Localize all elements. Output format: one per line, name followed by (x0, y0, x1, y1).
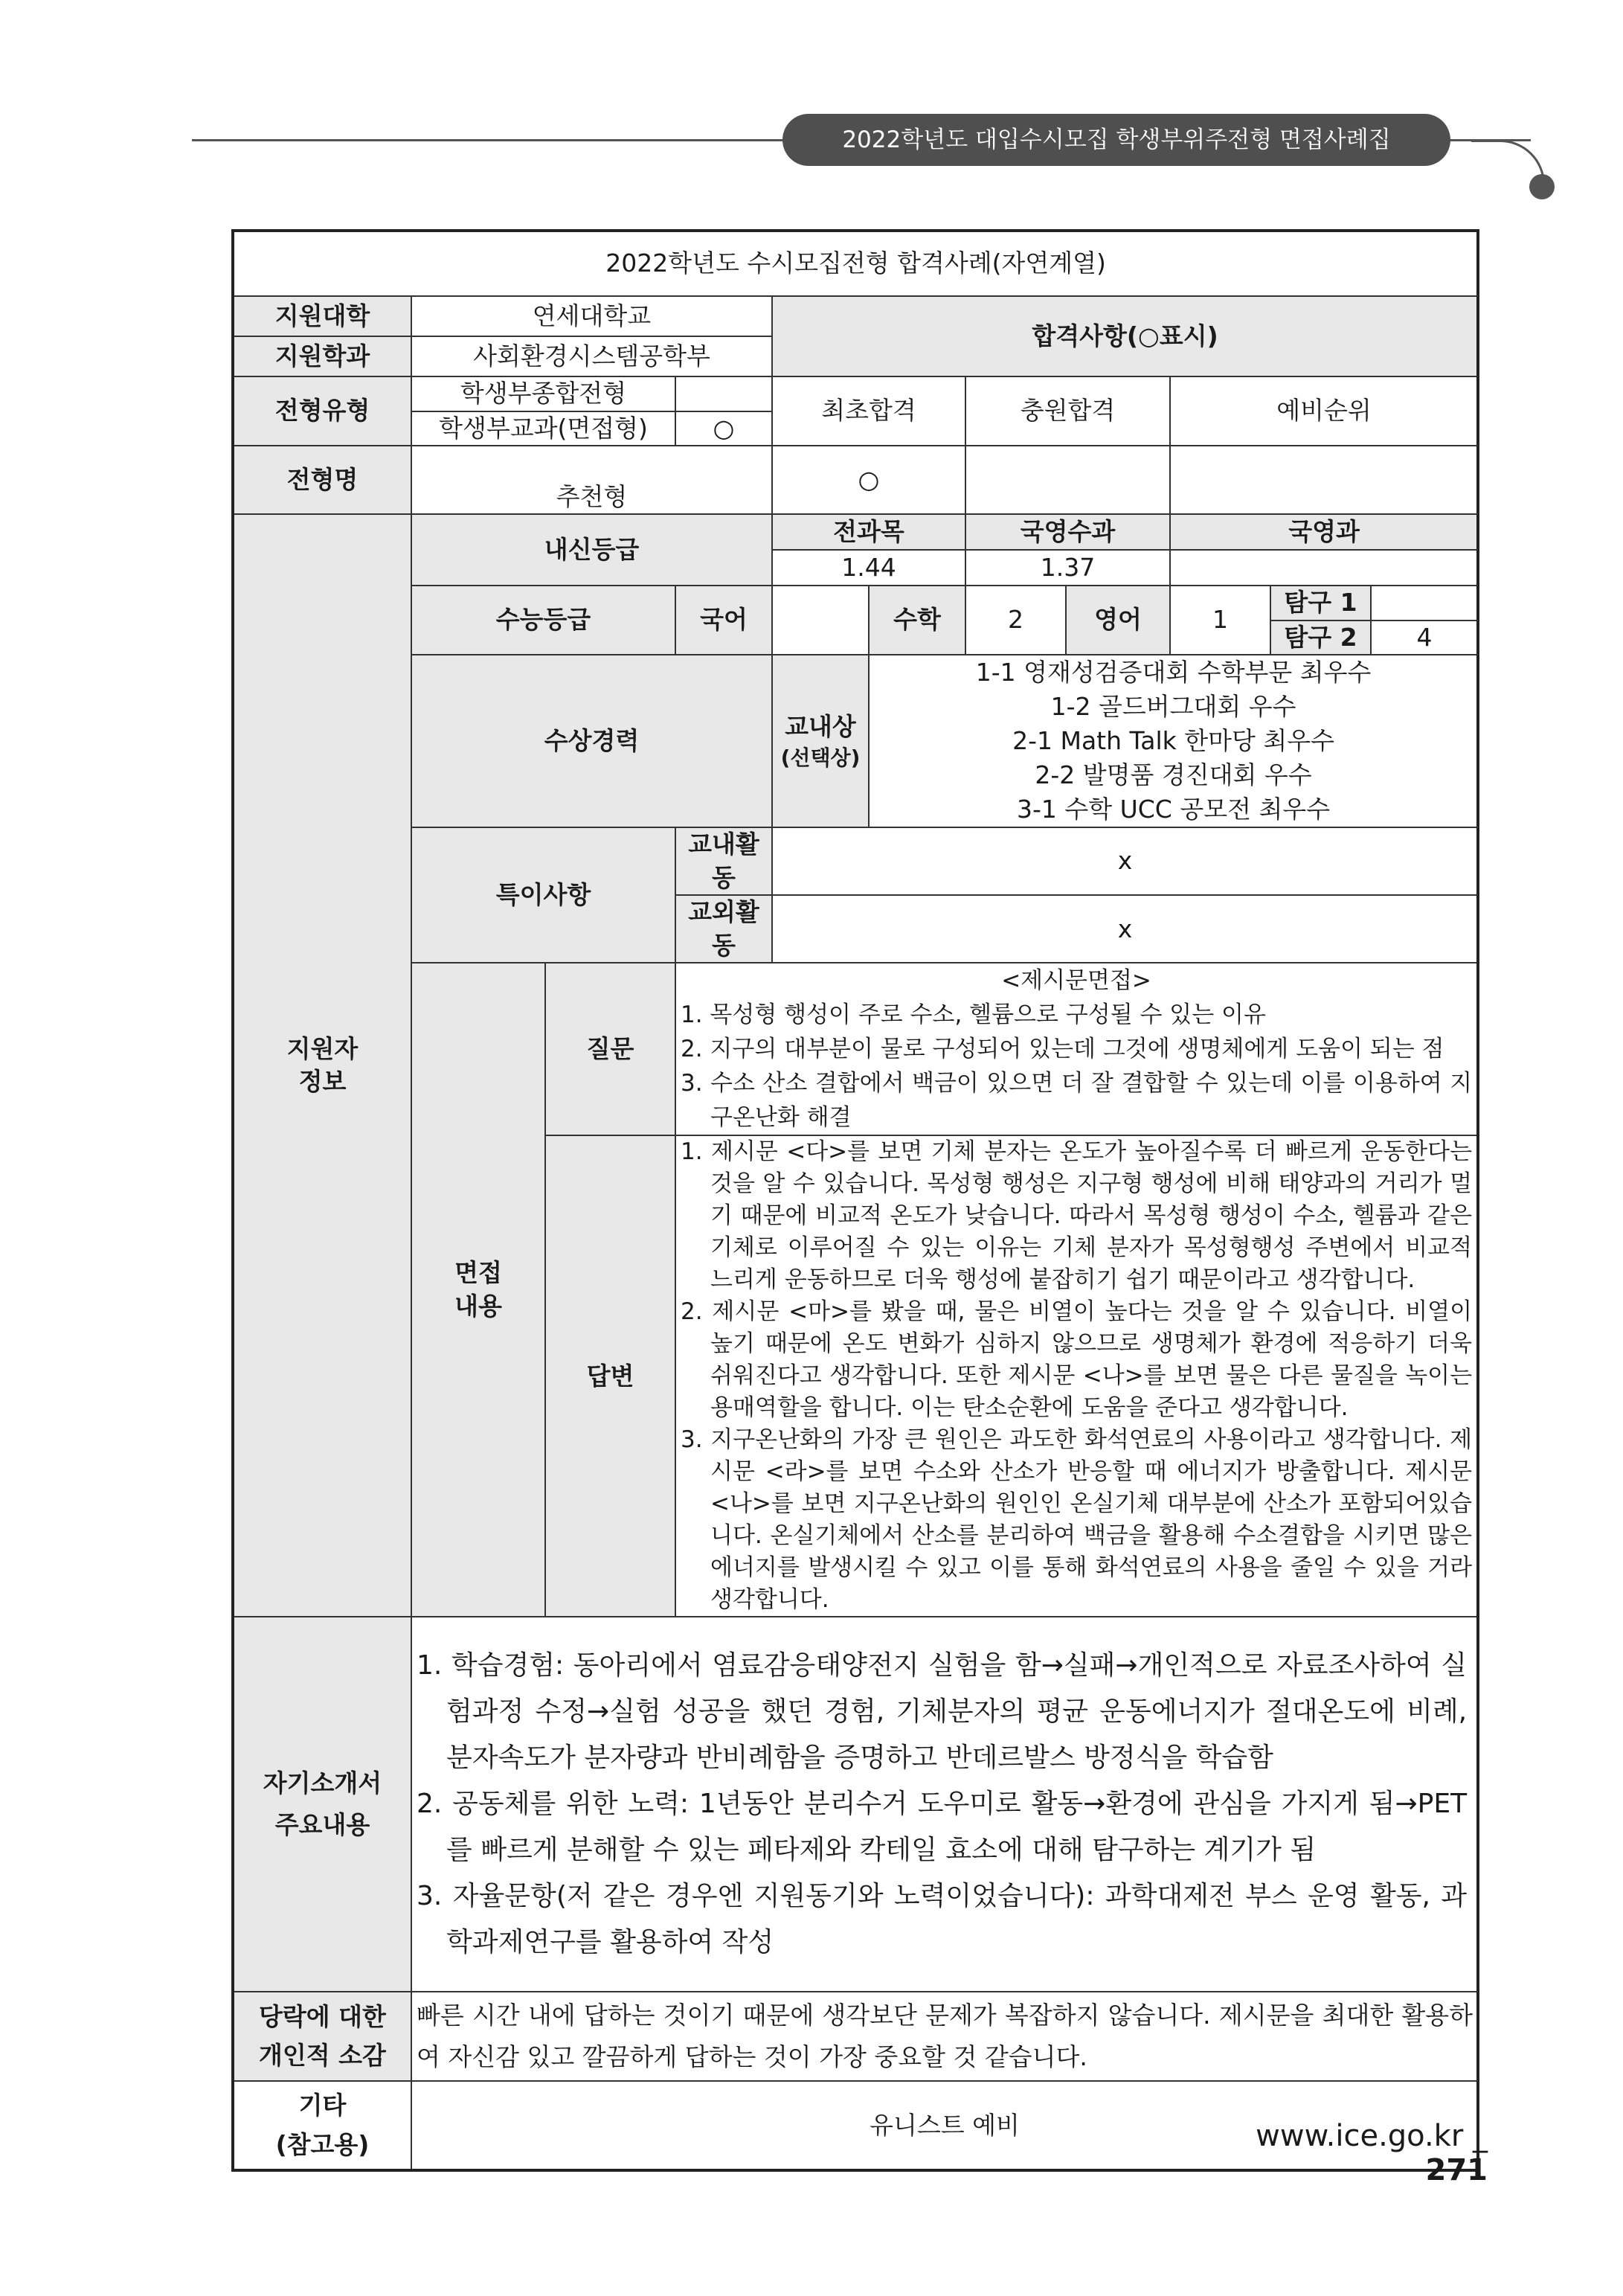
award-sub-note: (선택상) (780, 745, 861, 770)
award-item: 3-1 수학 UCC 공모전 최우수 (1016, 795, 1331, 824)
award-item: 2-1 Math Talk 한마당 최우수 (1012, 726, 1334, 756)
result-col-waitlist: 예비순위 (1170, 376, 1478, 446)
header-dot (1529, 174, 1555, 199)
univ-label: 지원대학 (233, 296, 411, 336)
admission-name-label: 전형명 (233, 446, 411, 514)
self-intro-item: 3. 자율문항(저 같은 경우엔 지원동기와 노력이었습니다): 과학대제전 부스 운영 활동, 과학과제연구를 활용하여 작성 (417, 1881, 1468, 1958)
result-col-first: 최초합격 (772, 376, 965, 446)
csat-label: 수능등급 (411, 586, 675, 655)
opinion-text: 빠른 시간 내에 답하는 것이기 때문에 생각보단 문제가 복잡하지 않습니다. 제시문을 최대한 활용하여 자신감 있고 깔끔하게 답하는 것이 가장 중요할 것 같습니다. (411, 1992, 1478, 2081)
interview-label: 면접 내용 (411, 963, 545, 1617)
out-school-value: x (772, 895, 1478, 963)
type1-mark (675, 376, 772, 411)
etc-label: 기타 (참고용) (233, 2081, 411, 2170)
award-sub-label (772, 655, 869, 827)
csat-inquiry2-label: 탐구 2 (1270, 621, 1371, 655)
result-val-waitlist (1170, 446, 1478, 514)
question-item: 2. 지구의 대부분이 물로 구성되어 있는데 그것에 생명체에게 도움이 되는 점 (681, 1036, 1444, 1063)
result-val-first: ○ (772, 446, 965, 514)
csat-korean-label: 국어 (675, 586, 772, 655)
header-banner: 2022학년도 대입수시모집 학생부위주전형 면접사례집 (782, 114, 1450, 166)
answer-item: 1. 제시문 <다>를 보면 기체 분자는 온도가 높아질수록 더 빠르게 운동한다는 것을 알 수 있습니다. 목성형 행성은 지구형 행성에 비해 태양과의 거리가 멀기 때문에 비교적 온도가 낮습니다. 따라서 목성형 행성이 수소, 헬륨과 같은 기체로 이루어질 수 있는 이유는 기체 분자가 목성형행성 주변에서 비교적 느리게 운동하므로 더욱 행성에 붙잡히기 쉽기 때문이라고 생각합니다. (681, 1138, 1473, 1294)
csat-english-value: 1 (1170, 586, 1270, 655)
admission-name-value: 추천형 (411, 446, 772, 514)
etc-text: 유니스트 예비 (411, 2081, 1478, 2170)
csat-math-label: 수학 (869, 586, 965, 655)
type-label: 전형유형 (233, 376, 411, 446)
dept-value: 사회환경시스템공학부 (411, 336, 772, 376)
gpa-val-all: 1.44 (772, 550, 965, 586)
csat-korean-value (772, 586, 869, 655)
type2-name: 학생부교과(면접형) (411, 411, 675, 446)
page-number: 271 (1425, 2153, 1488, 2187)
answer-label: 답변 (545, 1135, 675, 1617)
csat-inquiry1-value (1371, 586, 1478, 621)
csat-inquiry2-value: 4 (1371, 621, 1478, 655)
page-footer (1220, 2119, 1488, 2187)
result-val-additional (965, 446, 1170, 514)
award-sub-main: 교내상 (785, 712, 856, 742)
footer-url: www.ice.go.kr _ (1256, 2119, 1488, 2153)
gpa-col-kems: 국영수과 (965, 514, 1170, 550)
self-intro-item: 2. 공동체를 위한 노력: 1년동안 분리수거 도우미로 활동→환경에 관심을 가지게 됨→PET를 빠르게 분해할 수 있는 페타제와 칵테일 효소에 대해 탐구하는 계기가 됨 (417, 1789, 1468, 1866)
award-list (869, 655, 1478, 827)
gpa-col-kes: 국영과 (1170, 514, 1478, 550)
award-item: 2-2 발명품 경진대회 우수 (1035, 760, 1312, 790)
gpa-val-kes (1170, 550, 1478, 586)
result-header: 합격사항(○표시) (772, 296, 1478, 376)
univ-value: 연세대학교 (411, 296, 772, 336)
self-intro-label: 자기소개서 주요내용 (233, 1617, 411, 1992)
out-school-label: 교외활동 (675, 895, 772, 963)
in-school-value: x (772, 827, 1478, 895)
answer-list (681, 1136, 1472, 1616)
question-box (675, 963, 1478, 1135)
question-item: 3. 수소 산소 결합에서 백금이 있으면 더 잘 결합할 수 있는데 이를 이용하여 지구온난화 해결 (681, 1070, 1473, 1132)
applicant-info-label: 지원자 정보 (233, 514, 411, 1617)
type1-name: 학생부종합전형 (411, 376, 675, 411)
question-list (681, 998, 1472, 1135)
opinion-label: 당락에 대한 개인적 소감 (233, 1992, 411, 2081)
self-intro-box (411, 1617, 1478, 1992)
award-item: 1-2 골드버그대회 우수 (1050, 692, 1296, 722)
type2-mark: ○ (675, 411, 772, 446)
answer-item: 3. 지구온난화의 가장 큰 원인은 과도한 화석연료의 사용이라고 생각합니다. 제시문 <라>를 보면 수소와 산소가 반응할 때 에너지가 방출합니다. 제시문 <나>를 보면 지구온난화의 원인인 온실기체 대부분에 산소가 포함되어있습니다. 온실기체에서 산소를 분리하여 백금을 활용해 수소결합을 시키면 많은 에너지를 발생시킬 수 있고 이를 통해 화석연료의 사용을 줄일 수 있을 거라 생각합니다. (681, 1426, 1473, 1614)
special-label: 특이사항 (411, 827, 675, 963)
question-heading: <제시문면접> (1001, 967, 1151, 995)
dept-label: 지원학과 (233, 336, 411, 376)
in-school-label: 교내활동 (675, 827, 772, 895)
gpa-col-all: 전과목 (772, 514, 965, 550)
self-intro-list (417, 1643, 1467, 1966)
csat-inquiry1-label: 탐구 1 (1270, 586, 1371, 621)
gpa-label: 내신등급 (411, 514, 772, 586)
award-item: 1-1 영재성검증대회 수학부문 최우수 (975, 658, 1372, 687)
gpa-val-kems: 1.37 (965, 550, 1170, 586)
answer-box (675, 1135, 1478, 1617)
question-item: 1. 목성형 행성이 주로 수소, 헬륨으로 구성될 수 있는 이유 (681, 1001, 1266, 1029)
question-label: 질문 (545, 963, 675, 1135)
csat-english-label: 영어 (1066, 586, 1170, 655)
answer-item: 2. 제시문 <마>를 봤을 때, 물은 비열이 높다는 것을 알 수 있습니다. 비열이 높기 때문에 온도 변화가 심하지 않으므로 생명체가 환경에 적응하기 더욱 쉬워진다고 생각합니다. 또한 제시문 <나>를 보면 물은 다른 물질을 녹이는 용매역할을 합니다. 이는 탄소순환에 도움을 준다고 생각합니다. (681, 1298, 1473, 1422)
page-title: 2022학년도 수시모집전형 합격사례(자연계열) (233, 231, 1478, 296)
self-intro-item: 1. 학습경험: 동아리에서 염료감응태양전지 실험을 함→실패→개인적으로 자료조사하여 실험과정 수정→실험 성공을 했던 경험, 기체분자의 평균 운동에너지가 절대온도에 비례, 분자속도가 분자량과 반비례함을 증명하고 반데르발스 방정식을 학습함 (417, 1650, 1468, 1774)
result-col-additional: 충원합격 (965, 376, 1170, 446)
csat-math-value: 2 (965, 586, 1066, 655)
case-table (231, 229, 1479, 2172)
award-label: 수상경력 (411, 655, 772, 827)
